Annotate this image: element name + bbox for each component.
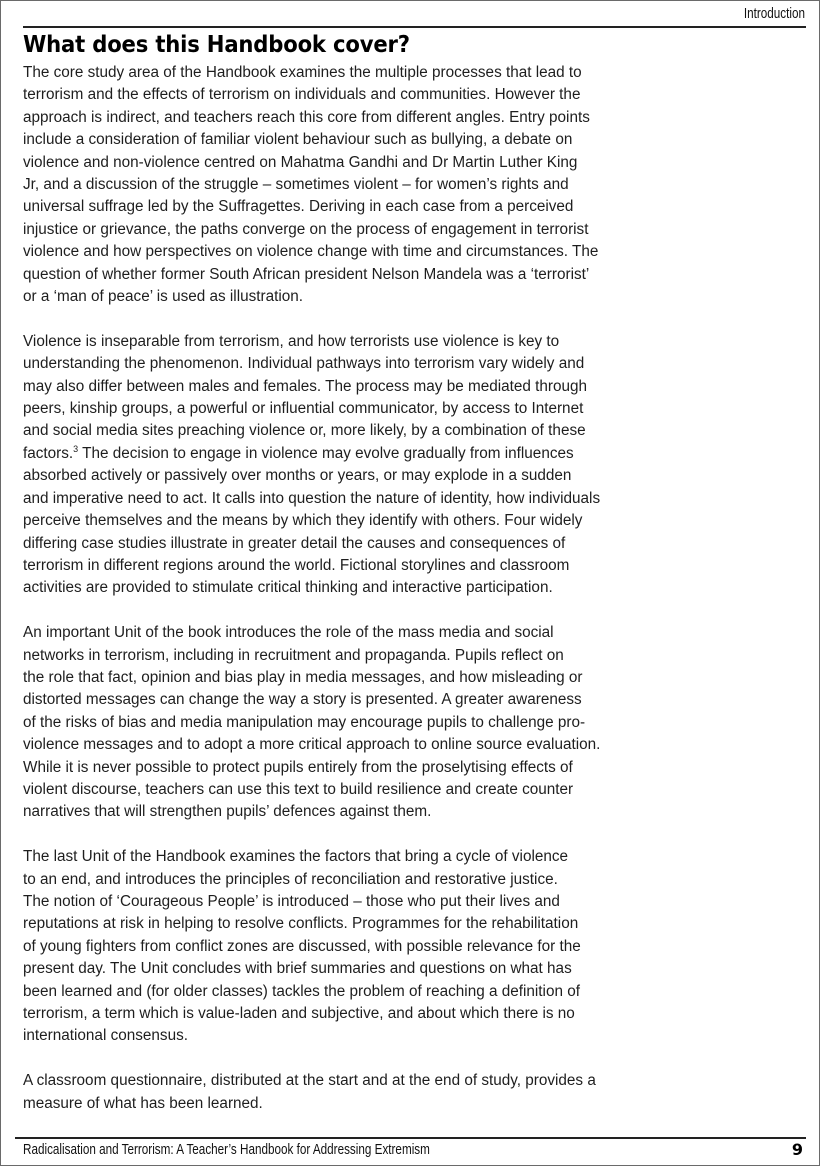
paragraph-media: An important Unit of the book introduces the role of the mass media and social networks in terrorism, including in recruitment and propaganda. Pupils reflect on the role that fact, opinion and bias play in media messages, and how misleading or distorted messages can change the way a story is presented. A greater awareness of the risks of bias and media manipulation may encourage pupils to challenge pro- violence messages and to adopt a more critical approach to online source evaluation. While it is never possible to protect pupils entirely from the proselytising effects of violent discourse, teachers can use this text to build resilience and create counter narratives that will strengthen pupils’ defences against them. <box>23 624 601 821</box>
paragraph-violence-text-1: Violence is inseparable from terrorism, and how terrorists use violence is key to understanding the phenomenon. Individual pathways into terrorism vary widely and may also differ between males and females. The process may be mediated through peers, kinship groups, a powerful or influential communicator, by access to Internet and social media sites preaching violence or, more likely, by a combination of these factors. <box>23 332 588 462</box>
paragraph-overview: The core study area of the Handbook examines the multiple processes that lead to terrorism and the effects of terrorism on individuals and communities. However the approach is indirect, and teachers reach this core from different angles. Entry points include a consideration of familiar violent behaviour such as bullying, a debate on violence and non-violence centred on Mahatma Gandhi and Dr Martin Luther King Jr, and a discussion of the struggle – sometimes violent – for women’s rights and universal suffrage led by the Suffragettes. Deriving in each case from a perceived injustice or grievance, the paths converge on the process of engagement in terrorist violence and how perspectives on violence change with time and circumstances. The question of whether former South African president Nelson Mandela was a ‘terrorist’ or a ‘man of peace’ is used as illustration. <box>23 64 599 306</box>
paragraph-questionnaire: A classroom questionnaire, distributed at the start and at the end of study, provides a measure of what has been learned. <box>23 1072 596 1112</box>
paragraph-violence <box>23 331 663 600</box>
footer-rule <box>15 1137 806 1139</box>
header-rule <box>23 26 806 28</box>
running-head-section: Introduction <box>743 5 805 22</box>
footer-book-title: Radicalisation and Terrorism: A Teacher’s Handbook for Addressing Extremism <box>23 1141 430 1158</box>
page-number: 9 <box>791 1140 803 1159</box>
body-text <box>23 62 663 1137</box>
paragraph-last-unit: The last Unit of the Handbook examines the factors that bring a cycle of violence to an end, and introduces the principles of reconciliation and restorative justice. The notion of ‘Courageous People’ is introduced – those who put their lives and reputations at risk in helping to resolve conflicts. Programmes for the rehabilitation of young fighters from conflict zones are discussed, with possible relevance for the present day. The Unit concludes with brief summaries and questions on what has been learned and (for older classes) tackles the problem of reaching a definition of terrorism, a term which is value-laden and subjective, and about which there is no international consensus. <box>23 848 581 1045</box>
section-title: What does this Handbook cover? <box>23 32 410 58</box>
paragraph-violence-text-2: The decision to engage in violence may evolve gradually from influences absorbed actively or passively over months or years, or may explode in a sudden and imperative need to act. It calls into question the nature of identity, how individuals perceive themselves and the means by which they identify with others. Four widely differing case studies illustrate in greater detail the causes and consequences of terrorism in different regions around the world. Fictional storylines and classroom activities are provided to stimulate critical thinking and interactive participation. <box>23 444 601 597</box>
footnote-reference: 3 <box>73 443 79 454</box>
